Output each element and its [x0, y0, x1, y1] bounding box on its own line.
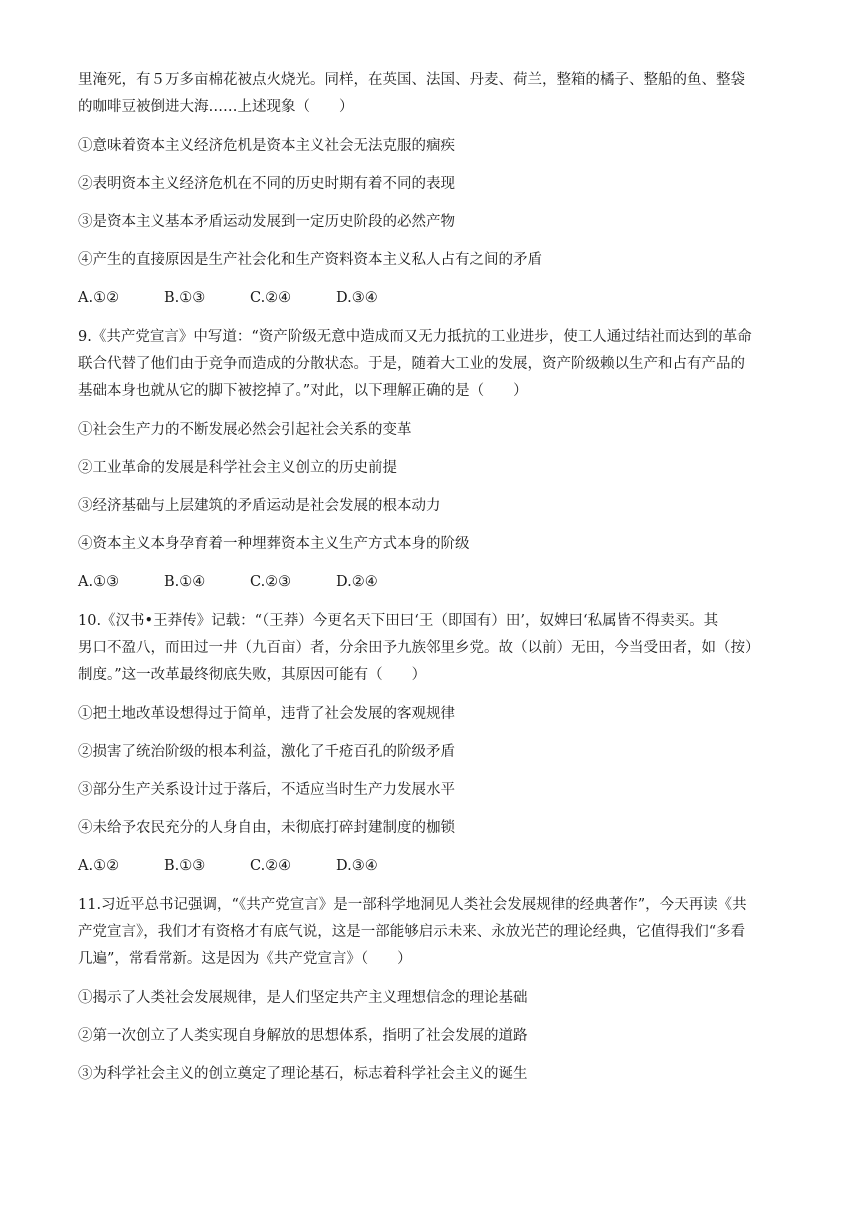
statement-2: ②第一次创立了人类实现自身解放的思想体系，指明了社会发展的道路: [78, 1028, 528, 1044]
question-9-stem-line: 联合代替了他们由于竞争而造成的分散状态。于是，随着大工业的发展，资产阶级赖以生产和占有产品的: [78, 356, 745, 372]
option-d: D.③④: [336, 858, 378, 874]
statement-2: ②工业革命的发展是科学社会主义创立的历史前提: [78, 460, 397, 476]
question-9-stem-line: 基础本身也就从它的脚下被挖掉了。”对此，以下理解正确的是（ ）: [78, 383, 528, 399]
option-a: A.①③: [78, 574, 120, 590]
statement-3: ③为科学社会主义的创立奠定了理论基石，标志着科学社会主义的诞生: [78, 1066, 528, 1082]
answer-options: [78, 856, 798, 876]
question-stem-line: 的咖啡豆被倒进大海……上述现象（ ）: [78, 99, 354, 115]
statement-2: ②表明资本主义经济危机在不同的历史时期有着不同的表现: [78, 176, 455, 192]
statement-1: ①社会生产力的不断发展必然会引起社会关系的变革: [78, 422, 412, 438]
statement-4: ④未给予农民充分的人身自由，未彻底打碎封建制度的枷锁: [78, 820, 455, 836]
option-c: C.②③: [250, 574, 292, 590]
question-9-stem-line: 9.《共产党宣言》中写道：“资产阶级无意中造成而又无力抵抗的工业进步，使工人通过结社而达到的革命: [78, 329, 752, 345]
option-b: B.①③: [164, 290, 206, 306]
option-c: C.②④: [250, 290, 292, 306]
option-a: A.①②: [78, 290, 120, 306]
question-10-stem-line: 男口不盈八，而田过一井（九百亩）者，分余田予九族邻里乡党。故（以前）无田，今当受田者，如（按）: [78, 640, 760, 656]
question-stem-line: 里淹死，有５万多亩棉花被点火烧光。同样，在英国、法国、丹麦、荷兰，整箱的橘子、整船的鱼、整袋: [78, 72, 745, 88]
statement-3: ③是资本主义基本矛盾运动发展到一定历史阶段的必然产物: [78, 214, 455, 230]
statement-2: ②损害了统治阶级的根本利益，激化了千疮百孔的阶级矛盾: [78, 744, 455, 760]
statement-4: ④产生的直接原因是生产社会化和生产资料资本主义私人占有之间的矛盾: [78, 252, 542, 268]
option-b: B.①③: [164, 858, 206, 874]
question-10-stem-line: 制度。”这一改革最终彻底失败，其原因可能有（ ）: [78, 667, 427, 683]
statement-1: ①意味着资本主义经济危机是资本主义社会无法克服的痼疾: [78, 138, 455, 154]
statement-4: ④资本主义本身孕育着一种埋葬资本主义生产方式本身的阶级: [78, 536, 470, 552]
answer-options: [78, 572, 798, 592]
option-a: A.①②: [78, 858, 120, 874]
statement-3: ③部分生产关系设计过于落后，不适应当时生产力发展水平: [78, 782, 455, 798]
question-11-stem-line: 几遍”，常看常新。这是因为《共产党宣言》（ ）: [78, 951, 412, 967]
question-11-stem-line: 产党宣言》，我们才有资格才有底气说，这是一部能够启示未来、永放光芒的理论经典，它值得我们“多看: [78, 924, 746, 940]
option-d: D.②④: [336, 574, 378, 590]
question-10-stem-line: 10.《汉书•王莽传》记载：“（王莽）今更名天下田曰‘王（即国有）田’，奴婢曰‘私属皆不得卖买。其: [78, 613, 719, 629]
statement-1: ①把土地改革设想得过于简单，违背了社会发展的客观规律: [78, 706, 455, 722]
answer-options: [78, 288, 798, 308]
option-b: B.①④: [164, 574, 206, 590]
option-c: C.②④: [250, 858, 292, 874]
question-11-stem-line: 11.习近平总书记强调，“《共产党宣言》是一部科学地洞见人类社会发展规律的经典著作”，今天再读《共: [78, 897, 747, 913]
statement-1: ①揭示了人类社会发展规律，是人们坚定共产主义理想信念的理论基础: [78, 990, 528, 1006]
statement-3: ③经济基础与上层建筑的矛盾运动是社会发展的根本动力: [78, 498, 441, 514]
option-d: D.③④: [336, 290, 378, 306]
